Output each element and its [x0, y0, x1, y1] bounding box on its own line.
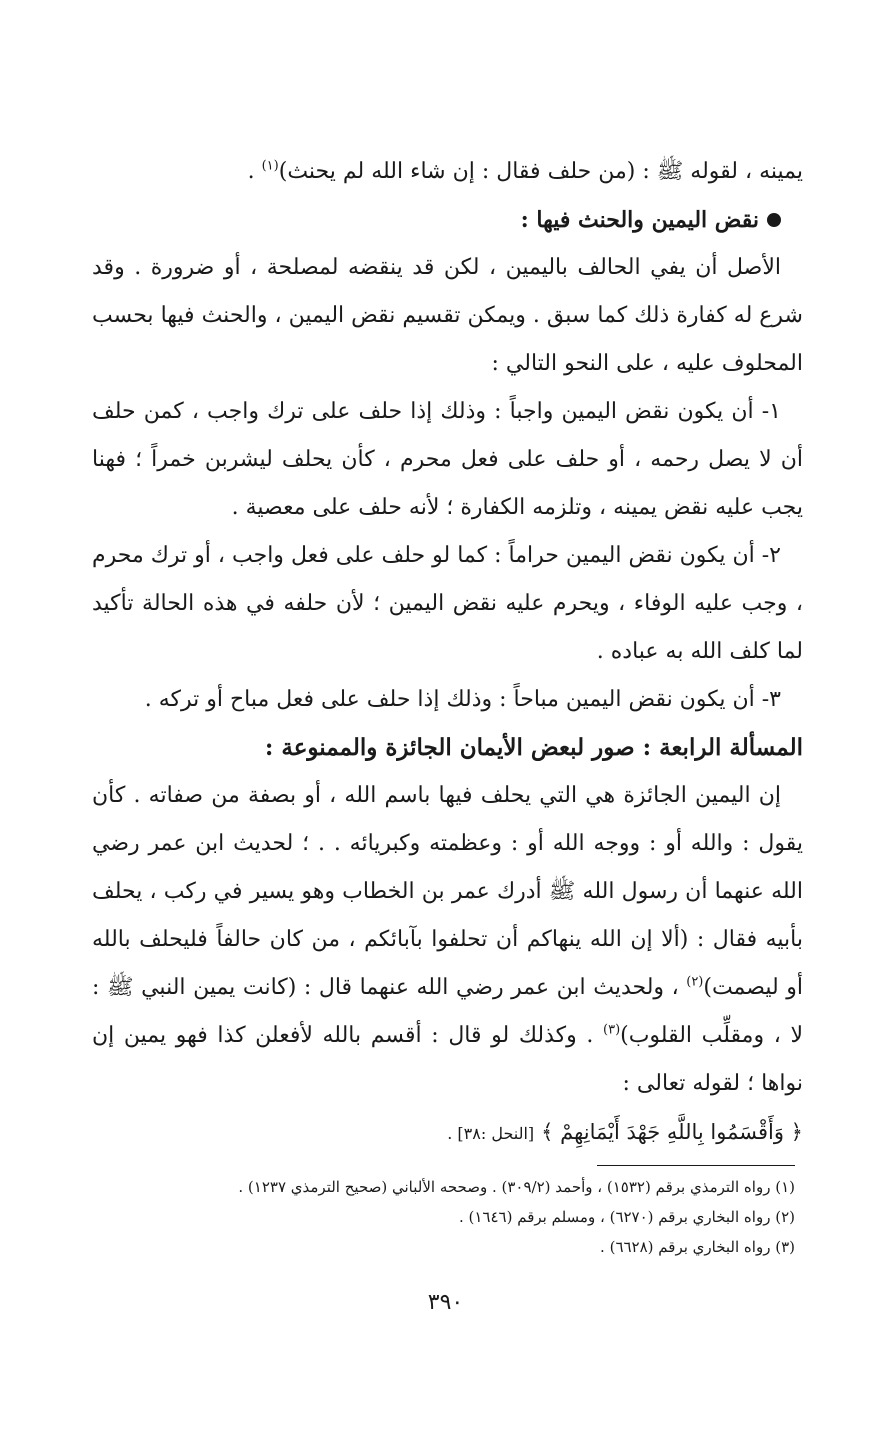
- paragraph-text: ، ولحديث ابن عمر رضي الله عنهما قال : (كانت يمين النبي ﷺ : لا ، ومقلِّب القلوب): [92, 975, 803, 1048]
- page-number: ٣٩٠: [427, 1290, 464, 1315]
- verse-text: ﴿ وَأَقْسَمُوا بِاللَّهِ جَهْدَ أَيْمَانِهِمْ ﴾: [541, 1120, 803, 1144]
- main-text: [92, 148, 803, 1158]
- footnote-1: (١) رواه الترمذي برقم (١٥٣٢) ، وأحمد (٣٠٩/٢) . وصححه الألباني (صحيح الترمذي ١٢٣٧) .: [238, 1178, 795, 1196]
- paragraph-case-2: ٢- أن يكون نقض اليمين حراماً : كما لو حلف على فعل واجب ، أو ترك محرم ، وجب عليه الوفاء ، ويحرم عليه نقض اليمين ؛ لأن حلفه في هذه الحالة تأكيد لما كلف الله به عباده .: [92, 543, 803, 664]
- footnote-3: (٣) رواه البخاري برقم (٦٦٢٨) .: [600, 1238, 795, 1256]
- paragraph-continuation: [92, 148, 803, 196]
- paragraph-text: يمينه ، لقوله ﷺ : (من حلف فقال : إن شاء الله لم يحنث): [278, 159, 803, 184]
- footnote-marker-2: (٢): [686, 974, 704, 990]
- footnotes: [92, 1172, 795, 1262]
- paragraph-text: إن اليمين الجائزة هي التي يحلف فيها باسم الله ، أو بصفة من صفاته . كأن يقول : والله أو : ووجه الله أو : وعظمته وكبريائه . . ؛ لحديث ابن عمر رضي الله عنهما أن رسول الله ﷺ أدرك عمر بن الخطاب وهو يسير في ركب ، يحلف بأبيه فقال : (ألا إن الله ينهاكم أن تحلفوا بآبائكم ، من كان حالفاً فليحلف بالله أو ليصمت): [92, 783, 803, 1000]
- bullet-icon: [767, 213, 781, 227]
- footnote-separator: [597, 1165, 795, 1166]
- paragraph-case-1: ١- أن يكون نقض اليمين واجباً : وذلك إذا حلف على ترك واجب ، كمن حلف أن لا يصل رحمه ، أو حلف على فعل محرم ، كأن يحلف ليشربن خمراً ؛ فهنا يجب عليه نقض يمينه ، وتلزمه الكفارة ؛ لأنه حلف على معصية .: [92, 399, 803, 520]
- footnote-marker-1: (١): [261, 158, 279, 174]
- paragraph-permissible-oaths: [92, 772, 803, 1108]
- section-heading-fourth-issue: المسألة الرابعة : صور لبعض الأيمان الجائزة والممنوعة :: [264, 734, 803, 761]
- quranic-verse: [92, 1108, 803, 1158]
- paragraph-case-3: ٣- أن يكون نقض اليمين مباحاً : وذلك إذا حلف على فعل مباح أو تركه .: [144, 687, 781, 712]
- paragraph-tail: .: [247, 159, 262, 184]
- subheading-text: نقض اليمين والحنث فيها :: [520, 207, 759, 233]
- paragraph-principle: الأصل أن يفي الحالف باليمين ، لكن قد ينقضه لمصلحة ، أو ضرورة . وقد شرع له كفارة ذلك كما سبق . ويمكن تقسيم نقض اليمين ، والحنث فيها بحسب المحلوف عليه ، على النحو التالي :: [92, 255, 803, 376]
- verse-reference: [النحل :٣٨] .: [447, 1124, 535, 1143]
- paragraph-text: . وكذلك لو قال : أقسم بالله لأفعلن كذا فهو يمين إن نواها ؛ لقوله تعالى :: [92, 1023, 803, 1096]
- footnote-marker-3: (٣): [603, 1022, 621, 1038]
- footnote-2: (٢) رواه البخاري برقم (٦٢٧٠) ، ومسلم برقم (١٦٤٦) .: [458, 1208, 795, 1226]
- subheading-breaking-oath: [92, 196, 803, 244]
